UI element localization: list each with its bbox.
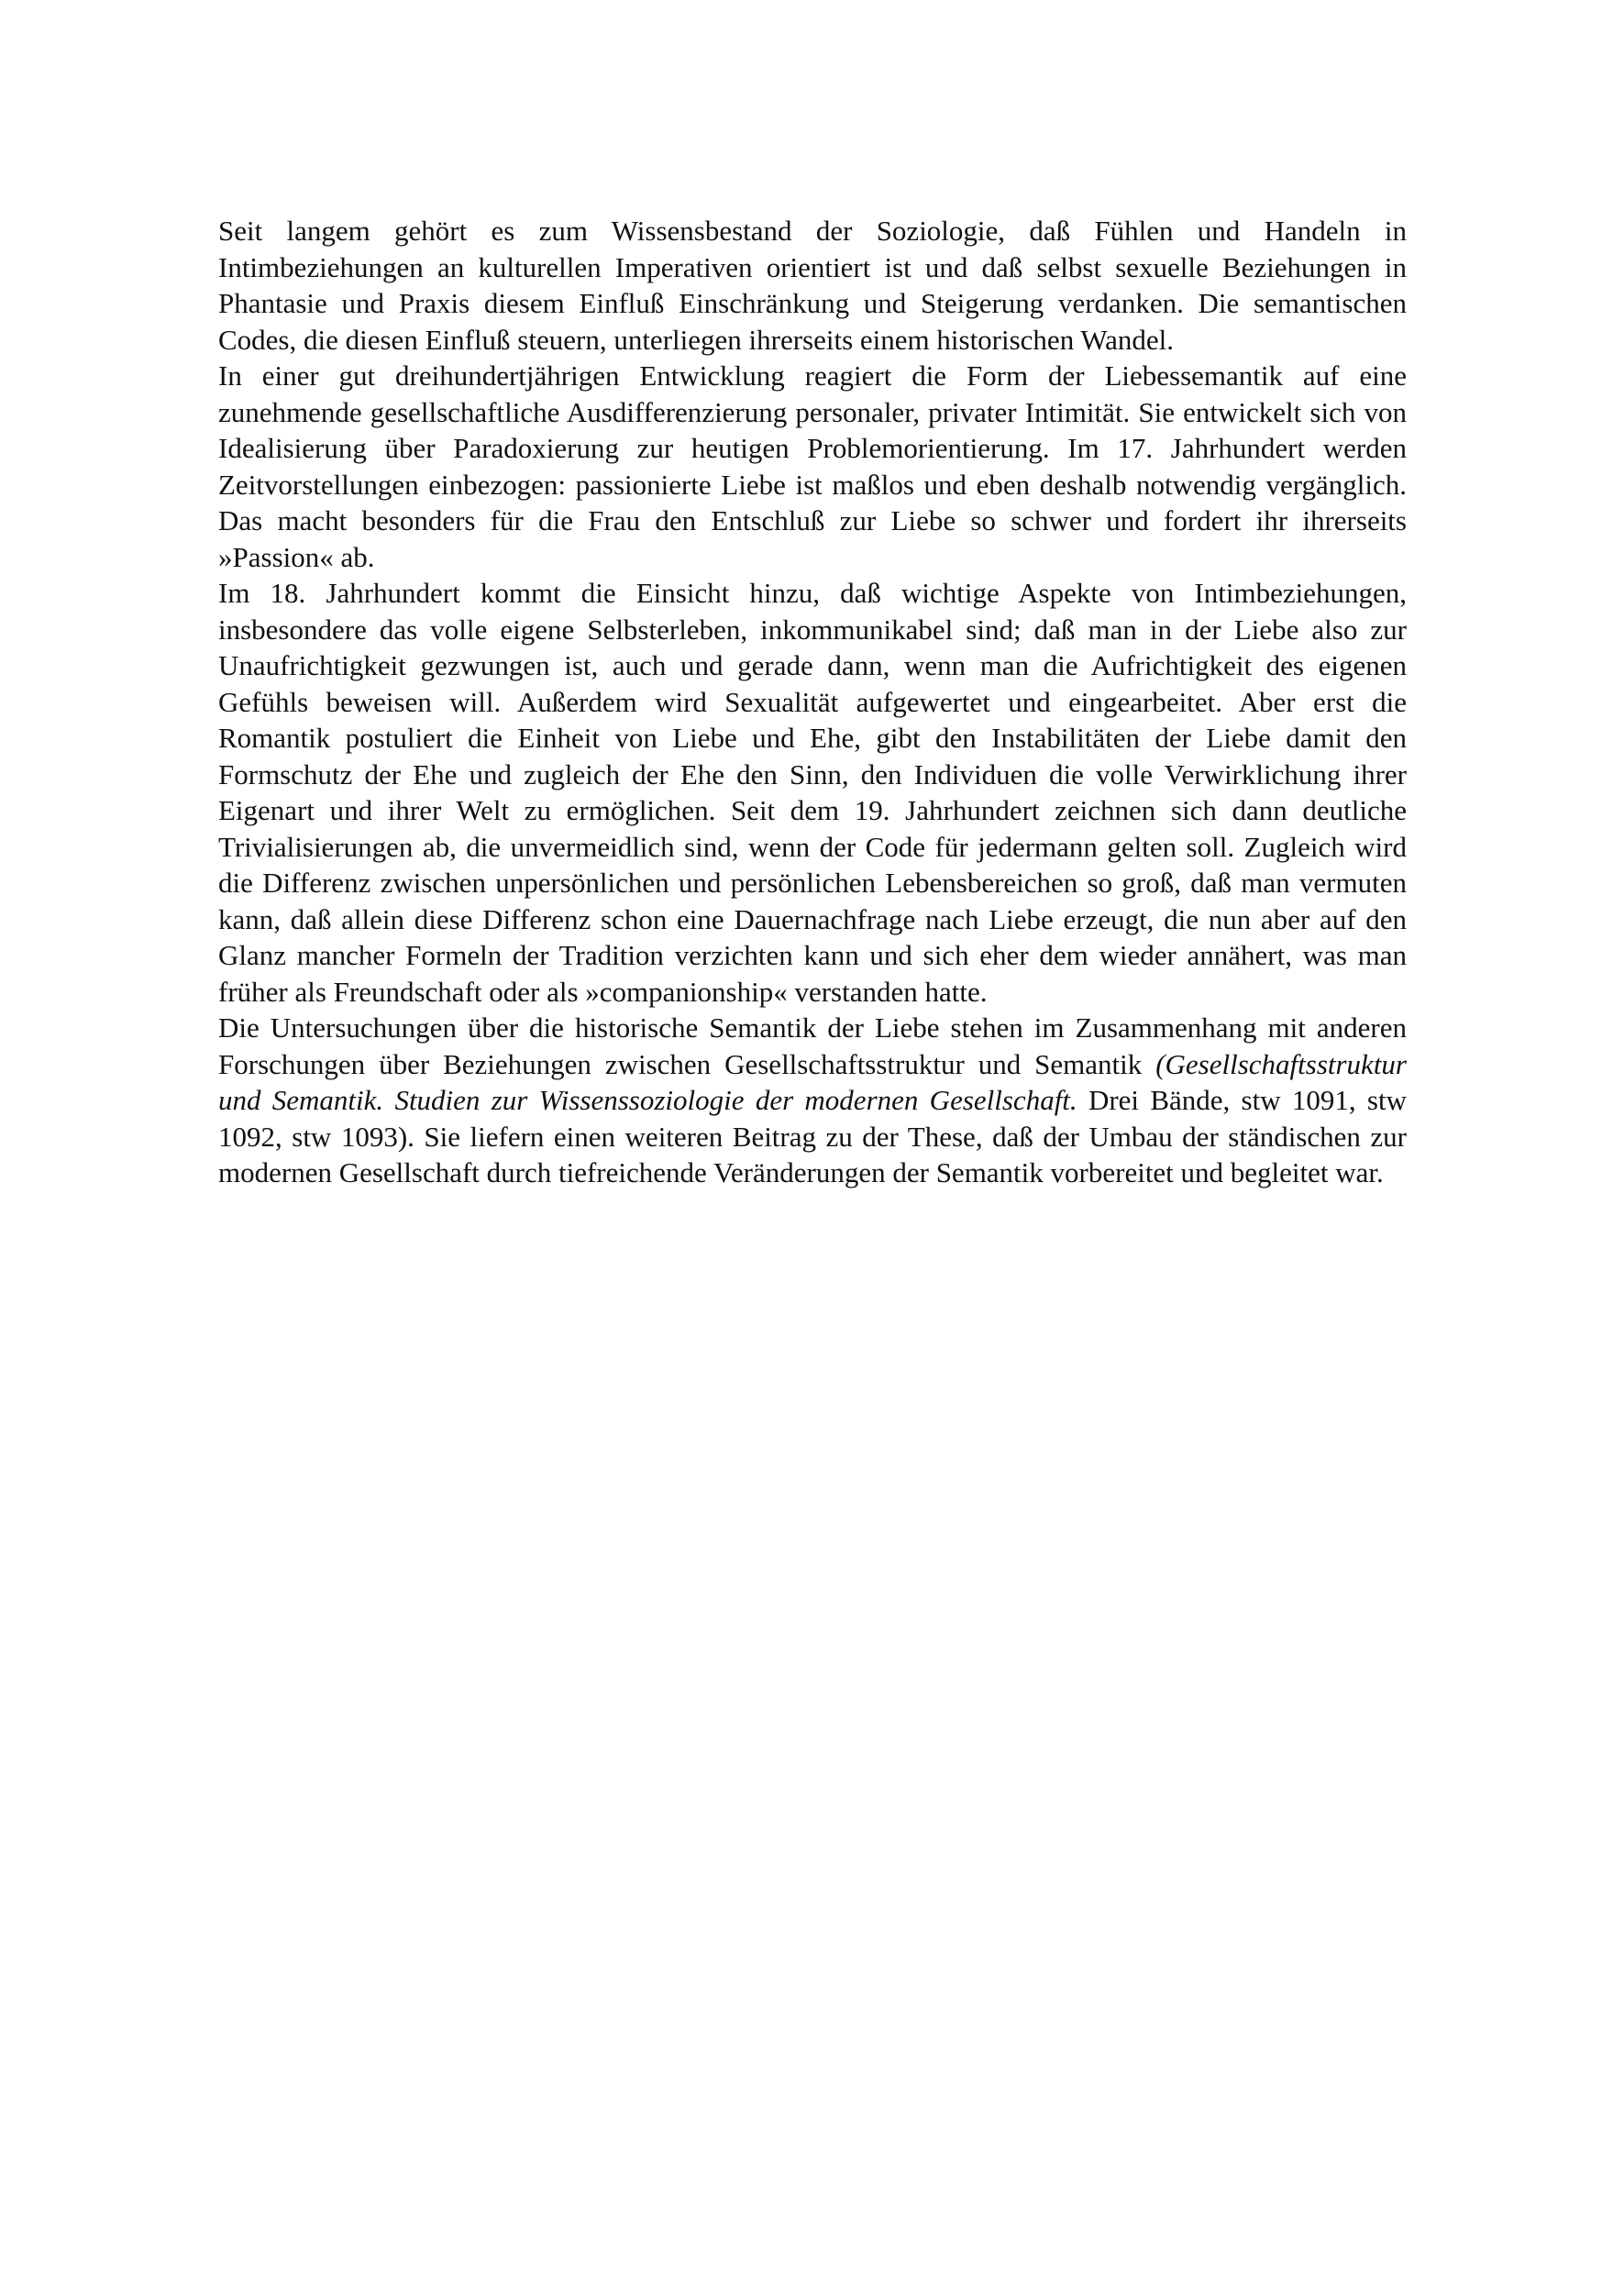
paragraph-4-text-before: Die Untersuchungen über die historische Semantik der Liebe stehen im Zusammenhang mit anderen Forschungen über Beziehungen zwischen Gesellschaftsstruktur und Semantik xyxy=(218,1011,1407,1080)
book-citation: (Gesellschaftsstruktur und Semantik. Studien zur Wissenssoziologie der modernen Gesellschaft. xyxy=(218,1047,1407,1116)
paragraph-1: Seit langem gehört es zum Wissensbestand der Soziologie, daß Fühlen und Handeln in Intimbeziehungen an kulturellen Imperativen orientiert ist und daß selbst sexuelle Beziehungen in Phantasie und Praxis diesem Einfluß Einschränkung und Steigerung verdanken. Die semantischen Codes, die diesen Einfluß steuern, unterliegen ihrerseits einem historischen Wandel. xyxy=(218,215,1407,356)
paragraph-4-text-after: Drei Bände, stw 1091, stw 1092, stw 1093). Sie liefern einen weiteren Beitrag zu der These, daß der Umbau der ständischen zur modernen Gesellschaft durch tiefreichende Veränderungen der Semantik vorbereitet und begleitet war. xyxy=(218,1084,1407,1188)
paragraph-4 xyxy=(218,1010,1407,1191)
paragraph-3: Im 18. Jahrhundert kommt die Einsicht hinzu, daß wichtige Aspekte von Intimbeziehungen, insbesondere das volle eigene Selbsterleben, inkommunikabel sind; daß man in der Liebe also zur Unaufrichtigkeit gezwungen ist, auch und gerade dann, wenn man die Aufrichtigkeit des eigenen Gefühls beweisen will. Außerdem wird Sexualität aufgewertet und eingearbeitet. Aber erst die Romantik postuliert die Einheit von Liebe und Ehe, gibt den Instabilitäten der Liebe damit den Formschutz der Ehe und zugleich der Ehe den Sinn, den Individuen die volle Verwirklichung ihrer Eigenart und ihrer Welt zu ermöglichen. Seit dem 19. Jahrhundert zeichnen sich dann deutliche Trivialisierungen ab, die unvermeidlich sind, wenn der Code für jedermann gelten soll. Zugleich wird die Differenz zwischen unpersönlichen und persönlichen Lebensbereichen so groß, daß man vermuten kann, daß allein diese Differenz schon eine Dauernachfrage nach Liebe erzeugt, die nun aber auf den Glanz mancher Formeln der Tradition verzichten kann und sich eher dem wieder annähert, was man früher als Freundschaft oder als »companionship« verstanden hatte. xyxy=(218,577,1407,1008)
body-text xyxy=(218,213,1407,1191)
paragraph-2: In einer gut dreihundertjährigen Entwicklung reagiert die Form der Liebessemantik auf eine zunehmende gesellschaftliche Ausdifferenzierung personaler, privater Intimität. Sie entwickelt sich von Idealisierung über Paradoxierung zur heutigen Problemorientierung. Im 17. Jahrhundert werden Zeitvorstellungen einbezogen: passionierte Liebe ist maßlos und eben deshalb notwendig vergänglich. Das macht besonders für die Frau den Entschluß zur Liebe so schwer und fordert ihr ihrerseits »Passion« ab. xyxy=(218,359,1407,573)
